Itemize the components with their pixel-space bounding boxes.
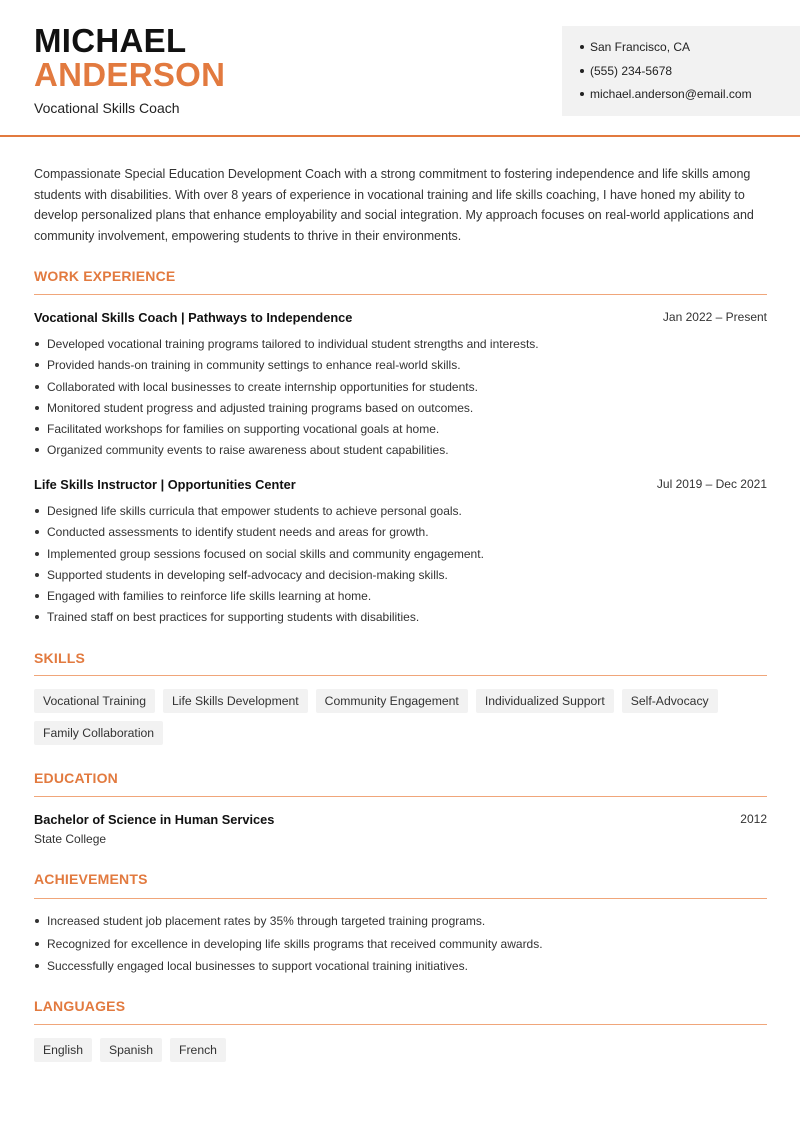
- contact-phone: (555) 234-5678: [580, 63, 800, 87]
- language-tag: Spanish: [100, 1038, 162, 1062]
- school-name: State College: [34, 832, 107, 846]
- section-divider: [34, 796, 767, 797]
- skill-tag: Self-Advocacy: [622, 689, 718, 713]
- job-date-2: Jul 2019 – Dec 2021: [656, 477, 767, 491]
- achievements-list: [34, 913, 767, 981]
- resume-header: [0, 0, 800, 137]
- list-item: Recognized for excellence in developing life skills programs that received community awards.: [34, 936, 767, 959]
- list-item: Trained staff on best practices for supporting students with disabilities.: [34, 609, 767, 630]
- list-item: Collaborated with local businesses to create internship opportunities for students.: [34, 379, 767, 400]
- language-tag: French: [170, 1038, 226, 1062]
- section-divider: [34, 898, 767, 899]
- skill-tag: Community Engagement: [316, 689, 468, 713]
- contact-email[interactable]: michael.anderson@email.com: [580, 86, 800, 110]
- skills-tags: [34, 689, 767, 745]
- list-item: Designed life skills curricula that empower students to achieve personal goals.: [34, 503, 767, 524]
- list-item: Monitored student progress and adjusted training programs based on outcomes.: [34, 400, 767, 421]
- skill-tag: Life Skills Development: [163, 689, 308, 713]
- skill-tag: Vocational Training: [34, 689, 155, 713]
- job-date-1: Jan 2022 – Present: [662, 310, 767, 324]
- education-heading: EDUCATION: [34, 770, 118, 786]
- achievements-heading: ACHIEVEMENTS: [34, 871, 148, 887]
- contact-list: [580, 39, 800, 110]
- list-item: Facilitated workshops for families on supporting vocational goals at home.: [34, 421, 767, 442]
- contact-box: [562, 26, 800, 116]
- list-item: Conducted assessments to identify student needs and areas for growth.: [34, 524, 767, 545]
- degree: Bachelor of Science in Human Services: [34, 812, 275, 827]
- skill-tag: Family Collaboration: [34, 721, 163, 745]
- list-item: Developed vocational training programs tailored to individual student strengths and interests.: [34, 336, 767, 357]
- language-tag: English: [34, 1038, 92, 1062]
- list-item: Increased student job placement rates by 35% through targeted training programs.: [34, 913, 767, 936]
- work-experience-heading: WORK EXPERIENCE: [34, 268, 176, 284]
- last-name: ANDERSON: [34, 56, 226, 93]
- graduation-year: 2012: [740, 812, 767, 826]
- list-item: Supported students in developing self-advocacy and decision-making skills.: [34, 567, 767, 588]
- list-item: Implemented group sessions focused on social skills and community engagement.: [34, 546, 767, 567]
- job-bullets-1: [34, 336, 767, 464]
- section-divider: [34, 294, 767, 295]
- list-item: Successfully engaged local businesses to support vocational training initiatives.: [34, 958, 767, 981]
- skill-tag: Individualized Support: [476, 689, 614, 713]
- languages-tags: [34, 1038, 767, 1062]
- languages-heading: LANGUAGES: [34, 998, 126, 1014]
- skills-heading: SKILLS: [34, 650, 85, 666]
- list-item: Engaged with families to reinforce life skills learning at home.: [34, 588, 767, 609]
- first-name: MICHAEL: [34, 22, 187, 59]
- section-divider: [34, 1024, 767, 1025]
- job-title-1: Vocational Skills Coach | Pathways to Independence: [34, 310, 353, 325]
- job-bullets-2: [34, 503, 767, 631]
- job-title-2: Life Skills Instructor | Opportunities Center: [34, 477, 296, 492]
- list-item: Organized community events to raise awareness about student capabilities.: [34, 442, 767, 463]
- contact-location: San Francisco, CA: [580, 39, 800, 63]
- list-item: Provided hands-on training in community settings to enhance real-world skills.: [34, 357, 767, 378]
- job-title: Vocational Skills Coach: [34, 100, 180, 116]
- section-divider: [34, 675, 767, 676]
- summary: Compassionate Special Education Development Coach with a strong commitment to fostering independence and life skills among students with disabilities. With over 8 years of experience in vocational training and life skills coaching, I have honed my ability to develop personalized plans that enhance employability and social integration. My approach focuses on real-world applications and community involvement, empowering students to thrive in their environments.: [34, 167, 754, 243]
